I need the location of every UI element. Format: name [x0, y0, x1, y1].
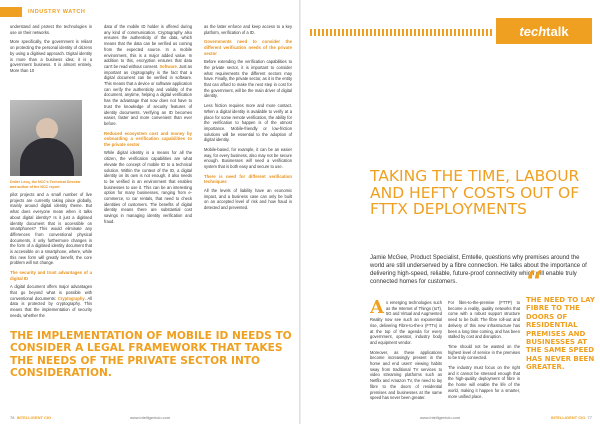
- photo-caption: Didier Lecq, the NCC's Technical Director and author of the NCC report: [10, 180, 81, 189]
- subheading: There is need for different verification techniques: [204, 173, 292, 185]
- paragraph: data of the mobile ID holder is offered during any kind of communication. Cryptography also ensures the authenticity of the data, which means that the data can be verified as coming from the expected source. In a mobile environment, this is a major added value. In addition to this, encryption ensures that data can't be read without consent. Software. Just as important as cryptography is the fact that a digital document can be verified in software. This means that a device or software application can verify the authenticity and validity of the document, anytime, helping a digital verification has the advantage that now does not have to trust the knowledge of security features of identity documents. Verifying an ID becomes easier, faster and more convenient than ever before.: [104, 24, 192, 126]
- paragraph: More specifically, the government is reliant on protecting the personal identity of citizens by using a digitised approach. Digital identity is more than a business idea; it is a government business. It is almost entirely. More than 10: [10, 39, 92, 73]
- page-spine: [299, 0, 301, 424]
- page-number: 76: [10, 415, 15, 420]
- portrait-body: [20, 138, 74, 176]
- quote-mark-icon: “: [526, 265, 544, 300]
- page-number: 77: [587, 415, 592, 420]
- article-column-1-bottom: [10, 192, 92, 324]
- right-page: [300, 0, 600, 424]
- subheading: The security and trust advantages of a digital ID: [10, 270, 92, 281]
- paragraph: Before extending the verification capabilities to the private sector, it is important to consider what requirements the different sectors may have. Finally, the private sector, as it is the entity that can afford to make the next step in cost for the government, will be the main driver of digital identity.: [204, 59, 292, 99]
- section-tag: [0, 6, 86, 18]
- drop-cap: A: [370, 300, 384, 318]
- paragraph: pilot projects and a small number of live projects are currently taking place globally, mainly around digital identity theme. But what does everyone mean when it talks about digital identity? Is it just a digitised identity document that is accessible on smartphones? This would eliminate any differences from conventional physical documents, it only furthermore changes in the form of a digitised identity document that is accessible on a smartphone, where, while this new form will greatly benefit, the core problem will not change.: [10, 192, 92, 266]
- paragraph: Mobile-based, for example, it can be an easier way, for every business, also may not be secure enough. Businesses will need a verification system that is both easy and secure to use.: [204, 147, 292, 170]
- paragraph: as the latter enforce and keep access to a key platform, verification of a ID.: [204, 24, 292, 35]
- paragraph: As emerging technologies such as the Internet of Things (IoT), 5G and Virtual and Augmented Reality now see such an exponential rise, delivering Fibre-to-the-x (FTTx) is at the top of the agenda for every government, operator, industry body and equipment vendor.: [370, 300, 442, 345]
- magazine-brand: INTELLIGENT CIO: [550, 415, 586, 420]
- subheading: Reduced ecosystem cost and money by onboarding a verification capabilities to the private sector: [104, 130, 192, 147]
- article-column-2: [104, 24, 192, 324]
- article-column-a: [370, 300, 442, 410]
- folio-left: [10, 415, 51, 420]
- standfirst: Jamie McGee, Product Specialist, Emtelle, questions why premises around the world are still underserved by a fibre connection. He talks about the importance of delivering high-speed, reliable, future-proof connectivity which will enable truly connected homes for customers.: [370, 255, 587, 285]
- portrait-photo: [10, 100, 82, 176]
- paragraph: understand and protect the technologies in use on their networks.: [10, 24, 92, 35]
- paragraph: While digital identity is a means for all the citizen, the verification capabilities are what elevate the concept of mobile ID to a technical solution. Within the context of the ID, a digital identity on its own is not enough, it also needs to be verified in an environment that enables businesses to use it. This can be an interesting option for many businesses, ranging from e-commerce, to car rentals, that need to check identities of customers. The benefits of digital identity means there are substantial cost savings in managing identity verification and fraud.: [104, 150, 192, 224]
- section-color-bar: [0, 7, 22, 17]
- article-column-b: [448, 300, 520, 410]
- paragraph: A digital document offers major advantages that go beyond what is possible with conventional documents: Cryptography. All data is protected by cryptography. This means that the implementation of security needs, whether the: [10, 284, 92, 318]
- folio-url: www.intelligentcio.com: [130, 415, 171, 420]
- folio-right: [551, 415, 592, 420]
- paragraph: All the levels of liability have an economic impact, and a business case can only be built on an accepted level of risk and how fraud is detected and prevented.: [204, 188, 292, 211]
- section-label: INDUSTRY WATCH: [28, 9, 86, 15]
- magazine-brand: INTELLIGENT CIO: [16, 415, 52, 420]
- feature-title: TAKING THE TIME, LABOUR AND HEFTY COSTS OUT OF FTTX DEPLOYMENTS: [370, 167, 580, 218]
- pull-quote: THE IMPLEMENTATION OF MOBILE ID NEEDS TO CONSIDER A LEGAL FRAMEWORK THAT TAKES THE NEEDS OF THE PRIVATE SECTOR INTO CONSIDERATION.: [10, 330, 292, 380]
- header-stripe: [310, 29, 494, 36]
- paragraph: For fibre-to-the-premise (FTTP) to become a reality, quality networks that come with a robust support structure need to be built. The fibre roll-out and delivery of this new infrastructure has been a long time coming, and has been stalled by cost and disruption.: [448, 300, 520, 340]
- techtalk-logo: tech talk: [496, 18, 592, 44]
- pull-quote-right: THE NEED TO LAY FIBRE TO THE DOORS OF RESIDENTIAL PREMISES AND BUSINESSES AT THE SAME SPEED HAS NEVER BEEN GREATER.: [526, 296, 595, 372]
- paragraph: Less friction requires more and more contact. When a digital identity is available to verify at a place for some remote verification, the ability for the verification to happen is of the utmost importance. Mobile-friendly or low-friction solutions will be essential to the adoption of digital identity.: [204, 103, 292, 143]
- paragraph: The industry must focus on the right and it cannot be stressed enough that the high-quality deployment of fibre in the home will enable the life of the world, making it happen for a smarter, more unified place.: [448, 365, 520, 399]
- subheading: Governments need to consider the different verification needs of the private sector: [204, 39, 292, 56]
- portrait-head: [36, 118, 58, 140]
- paragraph: Moreover, as these applications become increasingly present in the home and end users' viewing habits sway from traditional TV services to video streaming platforms such as Netflix and Amazon TV, the need to lay fibre to the doors of residential premises and businesses at the same speed has never been greater.: [370, 349, 442, 401]
- paragraph: Time should not be wasted on the highest level of service in the premises to be truly connected.: [448, 343, 520, 361]
- article-column-1-top: [10, 24, 92, 78]
- article-column-3: [204, 24, 292, 324]
- folio-url-right: www.intelligentcio.com: [420, 415, 461, 420]
